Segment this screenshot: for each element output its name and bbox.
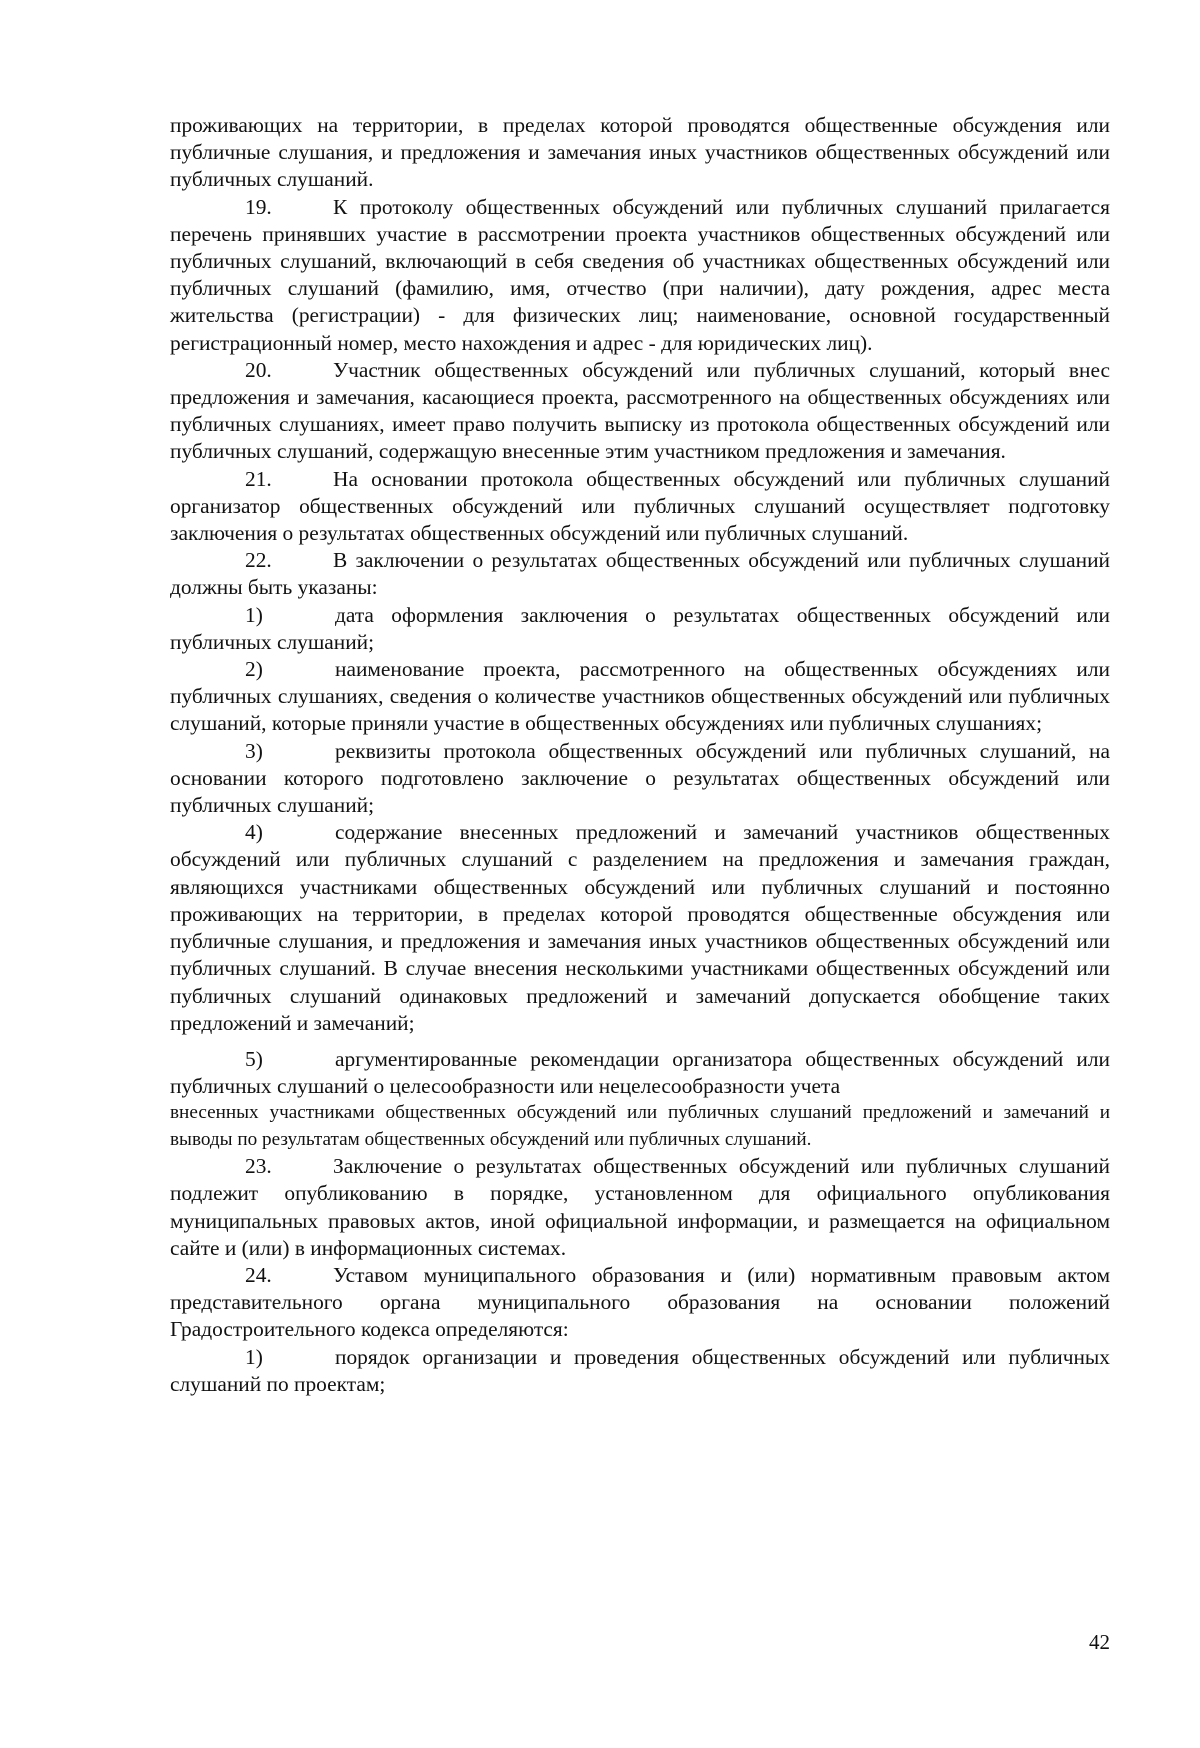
paragraph-intro: проживающих на территории, в пределах которой проводятся общественные обсуждения или публичные слушания, и предложения и замечания иных участников общественных обсуждений или публичных слушаний. — [170, 113, 1110, 192]
item-number: 21. — [245, 466, 272, 491]
paragraph-20 — [170, 357, 1110, 466]
subitem-text: реквизиты протокола общественных обсуждений или публичных слушаний, на основании которого подготовлено заключение о результатах общественных обсуждений или публичных слушаний; — [170, 738, 1110, 818]
page-number: 42 — [1089, 1630, 1110, 1654]
paragraph-22 — [170, 547, 1110, 601]
item-text: В заключении о результатах общественных обсуждений или публичных слушаний должны быть указаны: — [170, 548, 1110, 600]
subitem-22-2 — [170, 656, 1110, 738]
subitem-number: 4) — [245, 820, 263, 845]
subitem-text: порядок организации и проведения общественных обсуждений или публичных слушаний по проектам; — [170, 1344, 1110, 1396]
item-text: К протоколу общественных обсуждений или публичных слушаний прилагается перечень принявших участие в рассмотрении проекта участников общественных обсуждений или публичных слушаний, включающий в себя сведения об участниках общественных обсуждений или публичных слушаний (фамилию, имя, отчество (при наличии), дату рождения, адрес места жительства (регистрации) - для физических лиц; наименование, основной государственный регистрационный номер, место нахождения и адрес - для юридических лиц). — [170, 194, 1110, 355]
item-text: Участник общественных обсуждений или публичных слушаний, который внес предложения и замечания, касающиеся проекта, рассмотренного на общественных обсуждениях или публичных слушаниях, имеет право получить выписку из протокола общественных обсуждений или публичных слушаний, содержащую внесенные этим участником предложения и замечания. — [170, 357, 1110, 464]
document-page — [170, 112, 1110, 1398]
subitem-text: содержание внесенных предложений и замечаний участников общественных обсуждений или публичных слушаний с разделением на предложения и замечания граждан, являющихся участниками общественных обсуждений или публичных слушаний и постоянно проживающих на территории, в пределах которой проводятся общественные обсуждения или публичные слушания, и предложения и замечания иных участников общественных обсуждений или публичных слушаний. В случае внесения несколькими участниками общественных обсуждений или публичных слушаний одинаковых предложений и замечаний допускается обобщение таких предложений и замечаний; — [170, 820, 1110, 1035]
subitem-number: 2) — [245, 657, 263, 682]
subitem-24-1 — [170, 1344, 1110, 1398]
subitem-text: аргументированные рекомендации организатора общественных обсуждений или публичных слушаний о целесообразности или нецелесообразности учета — [170, 1046, 1110, 1099]
paragraph-19 — [170, 194, 1110, 357]
item-text: На основании протокола общественных обсуждений или публичных слушаний организатор общественных обсуждений или публичных слушаний осуществляет подготовку заключения о результатах общественных обсуждений или публичных слушаний. — [170, 466, 1110, 546]
subitem-text: наименование проекта, рассмотренного на общественных обсуждениях или публичных слушаниях, сведения о количестве участников общественных обсуждений или публичных слушаний, которые приняли участие в общественных обсуждениях или публичных слушаниях; — [170, 657, 1110, 736]
item-number: 23. — [245, 1154, 272, 1179]
item-number: 22. — [245, 548, 272, 573]
subitem-22-3 — [170, 738, 1110, 820]
subitem-22-1 — [170, 602, 1110, 656]
subitem-number: 1) — [245, 602, 263, 627]
item-text: Заключение о результатах общественных обсуждений или публичных слушаний подлежит опубликованию в порядке, установленном для официального опубликования муниципальных правовых актов, иной официальной информации, и размещается на официальном сайте и (или) в информационных системах. — [170, 1154, 1110, 1260]
subitem-number: 1) — [245, 1344, 263, 1369]
subitem-22-5 — [170, 1046, 1110, 1100]
item-number: 24. — [245, 1262, 272, 1287]
paragraph-24 — [170, 1262, 1110, 1344]
item-number: 20. — [245, 357, 272, 382]
subitem-22-4 — [170, 819, 1110, 1037]
subitem-22-5-continuation: внесенных участниками общественных обсуждений или публичных слушаний предложений и замечаний и выводы по результатам общественных обсуждений или публичных слушаний. — [170, 1102, 1110, 1150]
item-text: Уставом муниципального образования и (или) нормативным правовым актом представительного органа муниципального образования на основании положений Градостроительного кодекса определяются: — [170, 1262, 1110, 1342]
paragraph-21 — [170, 466, 1110, 548]
paragraph-23 — [170, 1153, 1110, 1262]
subitem-number: 3) — [245, 738, 263, 763]
item-number: 19. — [245, 194, 272, 219]
subitem-text: дата оформления заключения о результатах общественных обсуждений или публичных слушаний; — [170, 602, 1110, 654]
subitem-number: 5) — [245, 1046, 263, 1071]
